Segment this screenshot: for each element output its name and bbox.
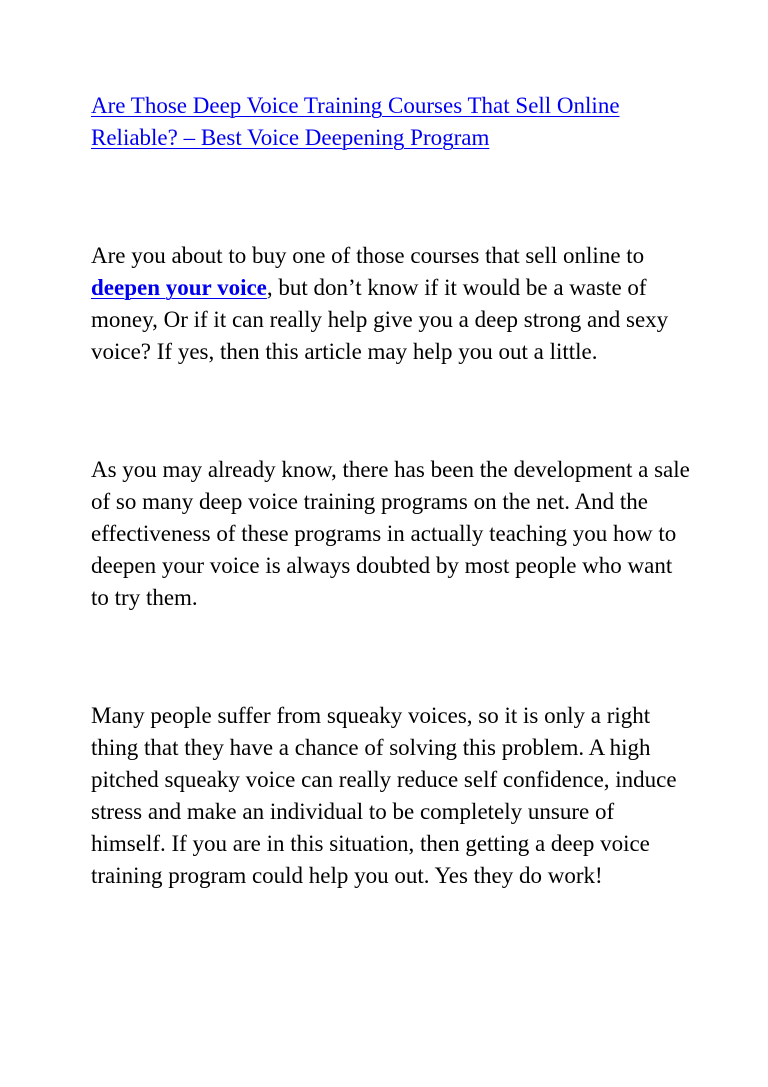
paragraph-intro-text-before: Are you about to buy one of those courses that sell online to [91,243,645,268]
deepen-voice-link[interactable]: deepen your voice [91,275,267,300]
paragraph-intro-text-after: , but don’t know if it would be a waste of money, Or if it can really help give you a deep strong and sexy voice? If yes, then this article may help you out a little. [91,275,669,364]
paragraph-intro [91,240,691,368]
article-body [91,90,691,892]
paragraph-squeaky-voices: Many people suffer from squeaky voices, so it is only a right thing that they have a chance of solving this problem. A high pitched squeaky voice can really reduce self confidence, induce stress and make an individual to be completely unsure of himself. If you are in this situation, then getting a deep voice training program could help you out. Yes they do work! [91,703,677,888]
article-title-link[interactable]: Are Those Deep Voice Training Courses That Sell Online Reliable? – Best Voice Deepening Program [91,93,620,150]
paragraph-development: As you may already know, there has been the development a sale of so many deep voice training programs on the net. And the effectiveness of these programs in actually teaching you how to deepen your voice is always doubted by most people who want to try them. [91,457,690,610]
